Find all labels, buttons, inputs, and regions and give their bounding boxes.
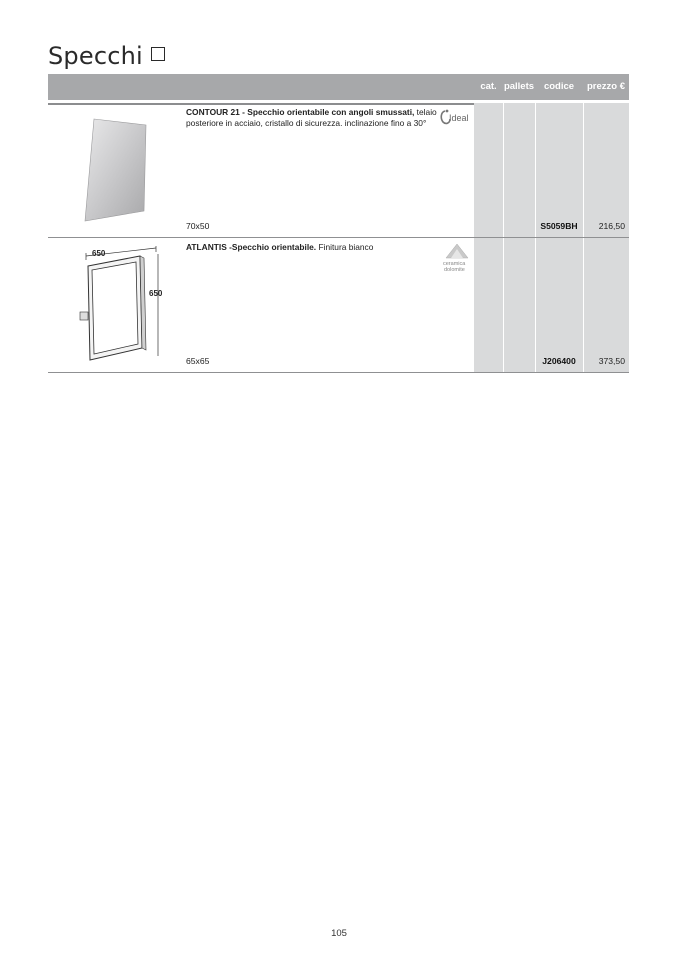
table-row xyxy=(48,103,629,238)
brand-logo-text: Ideal xyxy=(449,113,469,123)
column-divider xyxy=(503,103,504,237)
checkbox-square-icon xyxy=(151,47,165,61)
product-code: S5059BH xyxy=(540,221,578,231)
product-code: J206400 xyxy=(542,356,576,366)
column-divider xyxy=(535,238,536,372)
dimension-width-label: 650 xyxy=(92,249,106,258)
description-text-line2: posteriore in acciaio, cristallo di sicurezza. inclinazione fino a 30° xyxy=(186,117,427,128)
brand-logo-text-line2: dolomite xyxy=(444,267,465,273)
price-table xyxy=(48,74,629,373)
table-row xyxy=(48,238,629,373)
product-description xyxy=(186,242,438,253)
brand-logo-text-line1: ceramica xyxy=(443,261,466,267)
header-pallets: pallets xyxy=(503,81,535,92)
column-divider xyxy=(535,103,536,237)
column-divider xyxy=(503,238,504,372)
header-cat: cat. xyxy=(480,81,497,92)
product-size: 65x65 xyxy=(186,356,210,366)
atlantis-mirror-drawing xyxy=(74,246,174,370)
ceramica-dolomite-logo xyxy=(442,242,472,276)
product-price: 373,50 xyxy=(598,356,625,366)
page-title-text: Specchi xyxy=(48,42,143,70)
product-description xyxy=(186,107,438,128)
ideal-standard-logo xyxy=(439,108,471,126)
contour-mirror-image xyxy=(82,117,148,223)
page-number: 105 xyxy=(331,928,347,939)
page-title xyxy=(48,42,165,70)
column-shading xyxy=(474,238,629,372)
description-text: Finitura bianco xyxy=(316,242,374,252)
table-header xyxy=(48,74,629,103)
product-price: 216,50 xyxy=(598,221,625,231)
header-prezzo: prezzo € xyxy=(586,81,625,92)
column-divider xyxy=(583,238,584,372)
column-shading xyxy=(474,103,629,237)
product-size: 70x50 xyxy=(186,221,210,231)
product-name: CONTOUR 21 - Specchio orientabile con angoli smussati, xyxy=(186,107,415,117)
header-codice: codice xyxy=(543,81,575,92)
description-text: telaio xyxy=(414,107,437,117)
column-divider xyxy=(583,103,584,237)
dimension-height-label: 650 xyxy=(149,289,163,298)
product-name: ATLANTIS -Specchio orientabile. xyxy=(186,242,317,252)
